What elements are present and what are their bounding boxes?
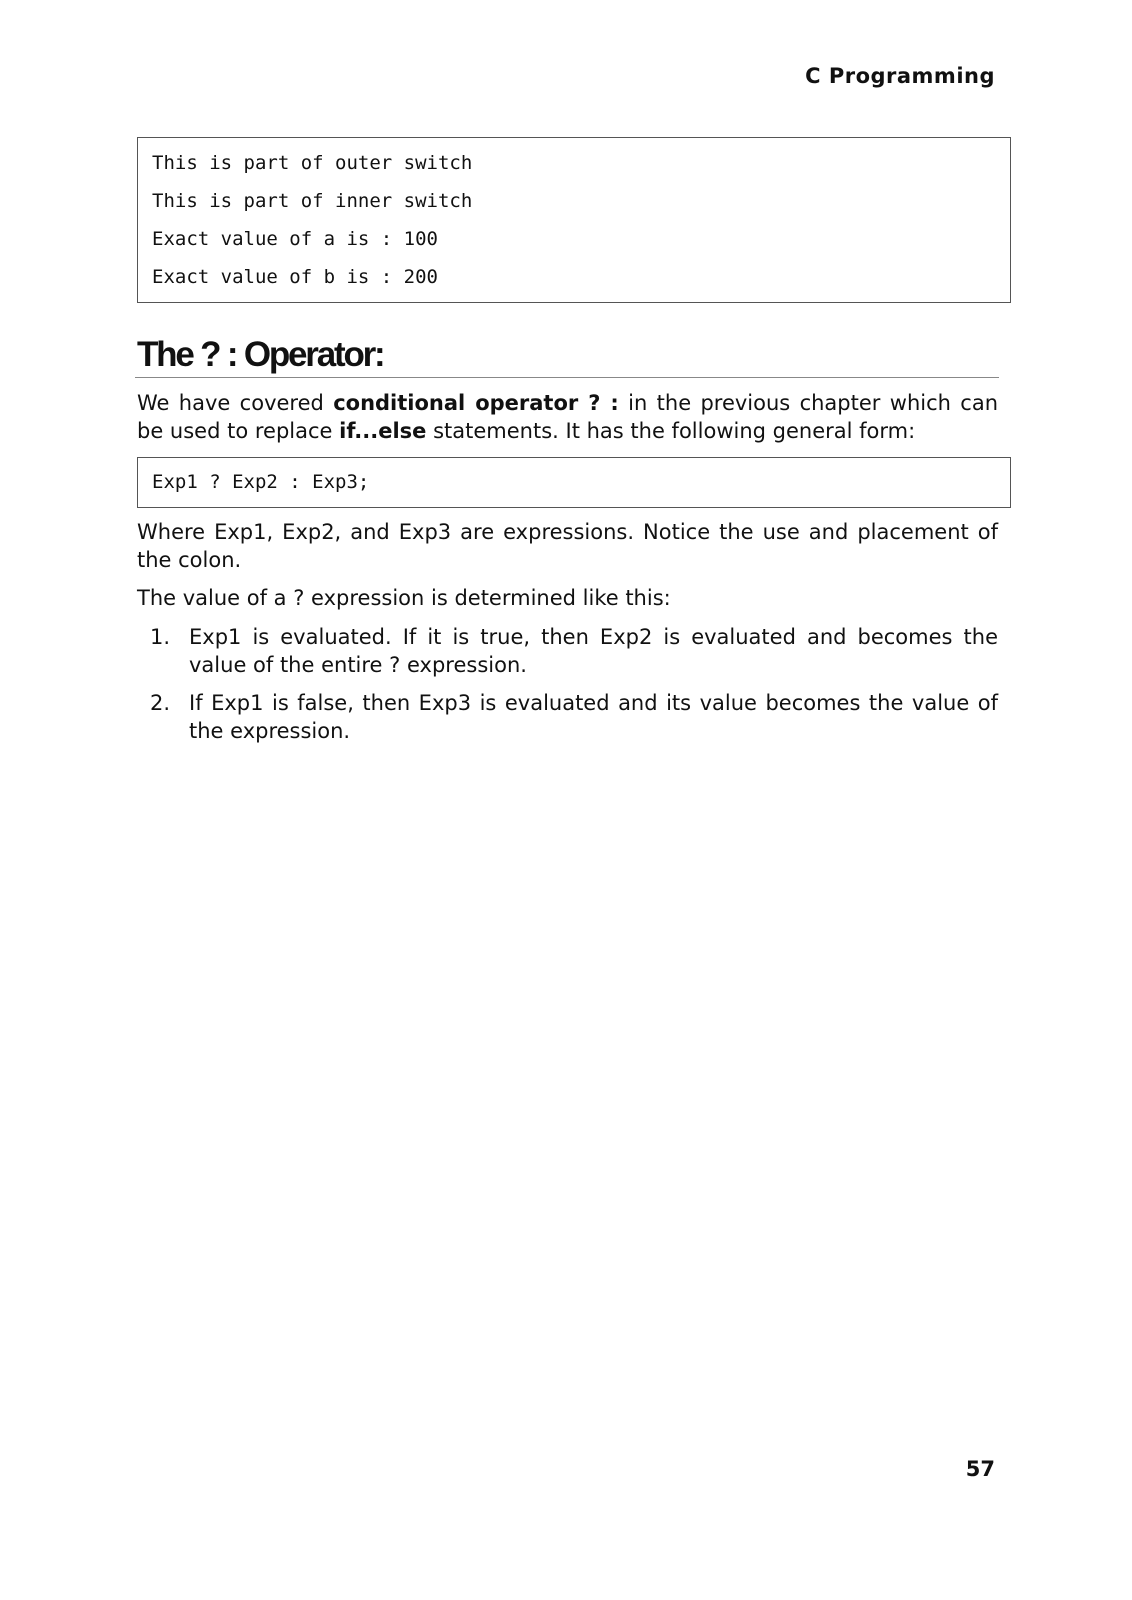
where-paragraph: Where Exp1, Exp2, and Exp3 are expressions. Notice the use and placement of the colon. — [137, 520, 998, 572]
running-header: C Programming — [805, 64, 995, 88]
general-form-code: Exp1 ? Exp2 : Exp3; — [152, 471, 370, 493]
intro-paragraph — [137, 390, 998, 445]
program-output-block — [137, 137, 1011, 303]
intro-text: statements. It has the following general form: — [426, 418, 916, 443]
output-line: Exact value of b is : 200 — [152, 266, 438, 288]
intro-bold-operator: conditional operator ? : — [333, 391, 619, 415]
value-paragraph: The value of a ? expression is determined like this: — [137, 586, 671, 610]
intro-text: We have covered — [137, 391, 334, 415]
list-text: If Exp1 is false, then Exp3 is evaluated and its value becomes the value of the expression. — [189, 691, 998, 743]
general-form-block — [137, 457, 1011, 508]
intro-text: in the previous chapter which can be used to replace — [137, 391, 999, 443]
list-number: 2. — [150, 691, 171, 715]
output-line: Exact value of a is : 100 — [152, 228, 438, 250]
output-line: This is part of outer switch — [152, 152, 473, 174]
page-number: 57 — [965, 1457, 995, 1481]
output-line: This is part of inner switch — [152, 190, 473, 212]
section-heading: The ? : Operator: — [137, 335, 384, 374]
heading-underline — [135, 377, 999, 378]
list-text: Exp1 is evaluated. If it is true, then Exp2 is evaluated and becomes the value of the entire ? expression. — [189, 625, 998, 677]
list-number: 1. — [150, 625, 171, 649]
intro-bold-ifelse: if...else — [339, 418, 427, 443]
